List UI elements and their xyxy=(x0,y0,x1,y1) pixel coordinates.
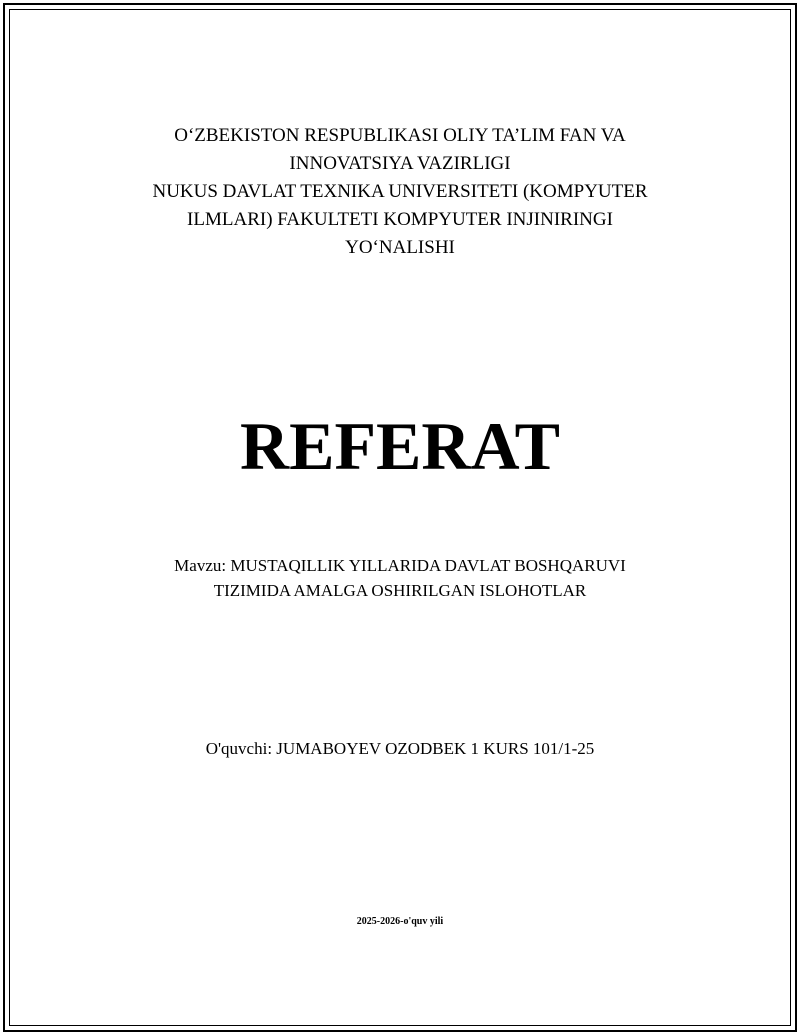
header-line: YO‘NALISHI xyxy=(345,237,455,258)
topic-line: TIZIMIDA AMALGA OSHIRILGAN ISLOHOTLAR xyxy=(213,581,587,600)
topic-line: Mavzu: MUSTAQILLIK YILLARIDA DAVLAT BOSHQARUVI xyxy=(174,556,626,575)
academic-year: 2025-2026-o'quv yili xyxy=(356,916,444,927)
document-title: REFERAT xyxy=(240,408,560,484)
student-info: O'quvchi: JUMABOYEV OZODBEK 1 KURS 101/1-25 xyxy=(205,739,595,758)
header-line: ILMLARI) FAKULTETI KOMPYUTER INJINIRINGI xyxy=(187,209,613,230)
header-line: O‘ZBEKISTON RESPUBLIKASI OLIY TA’LIM FAN VA xyxy=(174,125,626,146)
topic xyxy=(100,553,700,603)
header-line: NUKUS DAVLAT TEXNIKA UNIVERSITETI (KOMPYUTER xyxy=(152,181,648,202)
institution-header xyxy=(100,122,700,262)
header-line: INNOVATSIYA VAZIRLIGI xyxy=(289,153,511,174)
